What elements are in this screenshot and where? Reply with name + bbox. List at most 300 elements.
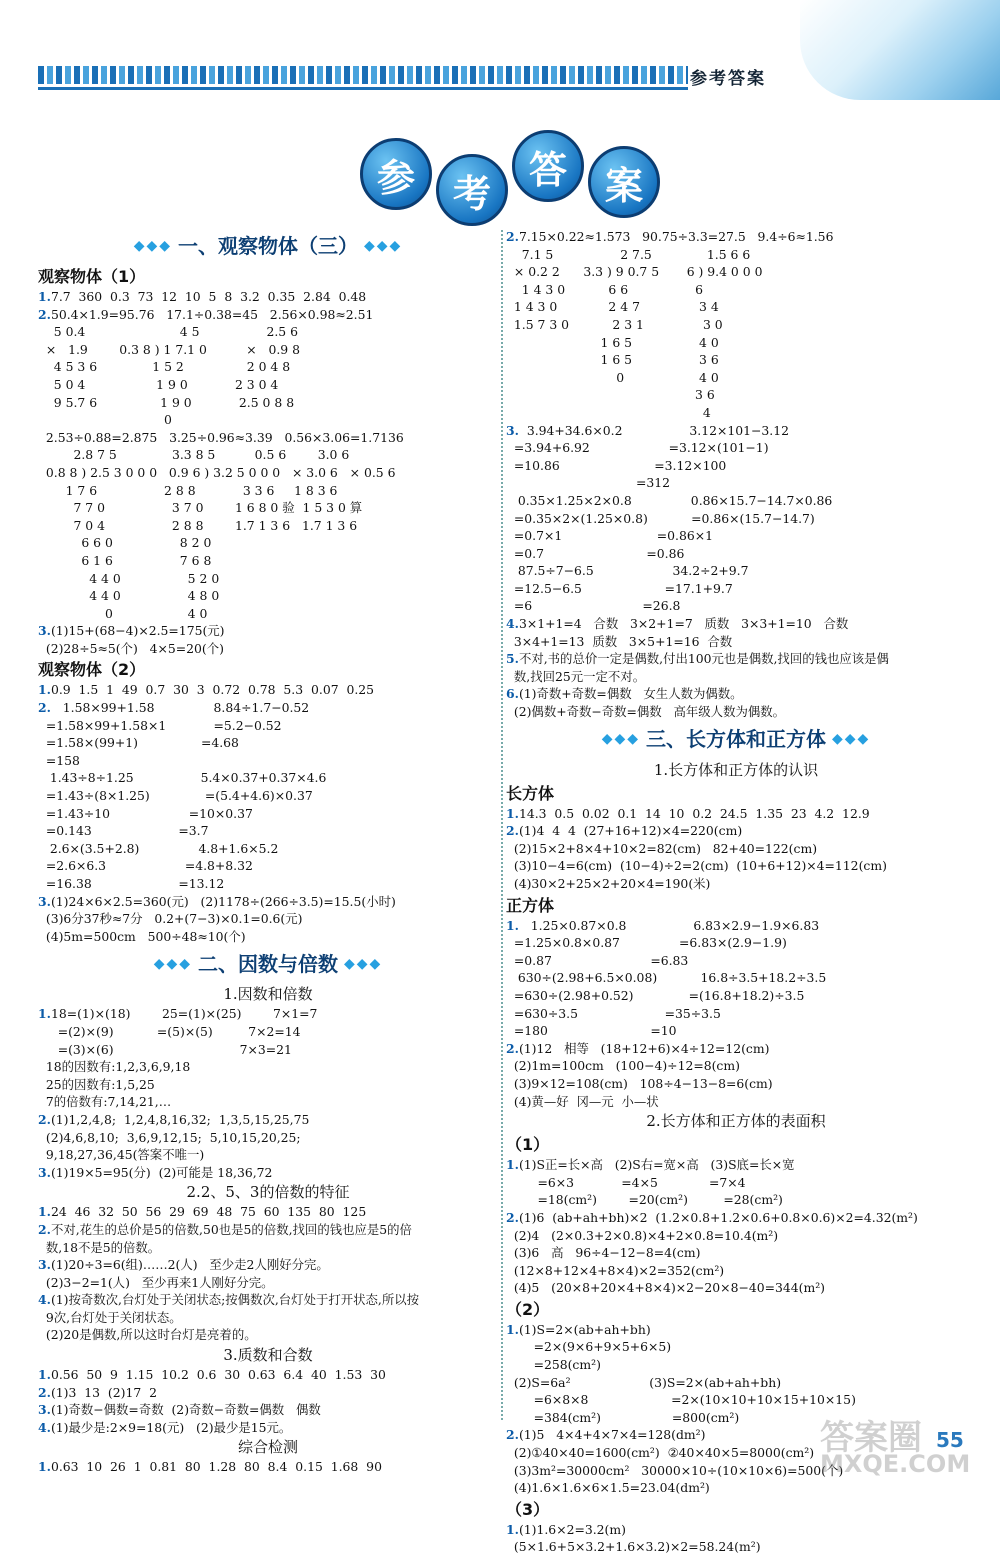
- answer-item: [38, 1221, 498, 1239]
- title-char-2: 考: [436, 154, 508, 226]
- lesson-title: 1.长方体和正方体的认识: [653, 760, 819, 779]
- section-heading-text: 三、长方体和正方体: [646, 726, 826, 751]
- answer-line: [506, 1075, 966, 1093]
- answer-line: [506, 527, 966, 545]
- answer-text: 1.43÷8÷1.25 5.4×0.37+0.37×4.6: [38, 770, 327, 786]
- answer-text: 0.56 50 9 1.15 10.2 0.6 30 0.63 6.4 40 1.53 30: [50, 1367, 386, 1383]
- answer-line: [506, 316, 966, 334]
- answer-text: (1)4 4 4 (27+16+12)×4=220(cm): [518, 823, 743, 839]
- answer-line: [38, 910, 498, 928]
- answer-text: 0 4 0: [506, 369, 719, 385]
- answer-text: 1 7 6 2 8 8 3 3 6 1 8 3 6: [38, 482, 338, 498]
- answer-line: [506, 580, 966, 598]
- answer-line: [506, 1391, 966, 1409]
- question-number: 1.: [506, 917, 519, 933]
- answer-item: [38, 1401, 498, 1419]
- answer-text: (1)S=2×(ab+ah+bh): [518, 1321, 651, 1337]
- answer-item: [38, 1203, 498, 1221]
- answer-text: (1)奇数+奇数=偶数 女生人数为偶数。: [518, 686, 743, 702]
- answer-line: [506, 545, 966, 563]
- answer-line: [506, 840, 966, 858]
- question-number: 1.: [38, 1006, 51, 1022]
- section-heading: [38, 947, 498, 981]
- answer-text: 0.35×1.25×2×0.8 0.86×15.7−14.7×0.86: [506, 492, 833, 508]
- answer-line: [506, 334, 966, 352]
- answer-line: [38, 482, 498, 500]
- answer-line: [506, 1374, 966, 1392]
- answer-text: 9 5.7 6 1 9 0 2.5 0 8 8: [38, 394, 295, 410]
- answer-line: [506, 281, 966, 299]
- answer-text: 不对,花生的总价是5的倍数,50也是5的倍数,找回的钱也应是5的倍: [50, 1221, 412, 1237]
- question-number: 2.: [38, 700, 51, 716]
- answer-text: =312: [506, 475, 671, 491]
- answer-line: [38, 570, 498, 588]
- answer-text: 1.58×99+1.58 8.84÷1.7−0.52: [50, 700, 310, 716]
- section-heading-text: 一、观察物体（三）: [178, 234, 358, 259]
- answer-text: =0.35×2×(1.25×0.8) =0.86×(15.7−14.7): [506, 510, 815, 526]
- answer-line: [506, 952, 966, 970]
- answer-text: 1.25×0.87×0.8 6.83×2.9−1.9×6.83: [518, 917, 820, 933]
- answer-item: [506, 1156, 966, 1174]
- answer-text: (5×1.6+5×3.2+1.6×3.2)×2=58.24(m²): [506, 1539, 761, 1555]
- answer-item: [38, 1366, 498, 1384]
- answer-text: =1.58×(99+1) =4.68: [38, 735, 239, 751]
- question-number: 5.: [506, 651, 519, 667]
- answer-line: [506, 875, 966, 893]
- answer-line: [38, 769, 498, 787]
- question-number: 3.: [38, 1164, 51, 1180]
- left-column: [38, 228, 498, 1476]
- answer-text: 3×1+1=4 合数 3×2+1=7 质数 3×3+1=10 合数: [518, 616, 849, 632]
- answer-text: =12.5−6.5 =17.1+9.7: [506, 580, 733, 596]
- answer-line: [38, 411, 498, 429]
- answer-text: (2)4,6,8,10; 3,6,9,12,15; 5,10,15,20,25;: [38, 1129, 301, 1145]
- answer-line: [506, 369, 966, 387]
- answer-line: [38, 517, 498, 535]
- answer-line: [38, 1076, 498, 1094]
- answer-text: (2)20是偶数,所以这时台灯是亮着的。: [38, 1327, 257, 1343]
- answer-line: [506, 1022, 966, 1040]
- lesson-title: 3.质数和合数: [223, 1346, 313, 1365]
- answer-text: =384(cm²) =800(cm²): [506, 1409, 740, 1425]
- answer-text: (4)黄—好 冈—元 小—状: [506, 1093, 659, 1109]
- answer-line: [38, 928, 498, 946]
- answer-line: [38, 1146, 498, 1164]
- question-number: 1.: [506, 1157, 519, 1173]
- answer-text: =2×(9×6+9×5+6×5): [506, 1339, 672, 1355]
- answer-item: [506, 650, 966, 668]
- answer-line: [506, 597, 966, 615]
- answer-line: [506, 1479, 966, 1497]
- answer-line: [38, 341, 498, 359]
- answer-text: (2)28÷5≈5(个) 4×5=20(个): [38, 640, 224, 656]
- answer-line: [38, 1023, 498, 1041]
- diamond-icon: ◆◆◆: [364, 238, 403, 255]
- answer-line: [38, 499, 498, 517]
- watermark-logo: 答案圈: [820, 1418, 922, 1458]
- diamond-icon: ◆◆◆: [153, 955, 192, 972]
- answer-text: 7的倍数有:7,14,21,…: [38, 1094, 172, 1110]
- answer-text: =0.7 =0.86: [506, 545, 685, 561]
- answer-text: 7.1 5 2 7.5 1.5 6 6: [506, 246, 751, 262]
- answer-line: [38, 1093, 498, 1111]
- subsection-heading: （1）: [506, 1135, 550, 1155]
- answer-text: 2.53÷0.88=2.875 3.25÷0.96≈3.39 0.56×3.06=1.7136: [38, 429, 404, 445]
- answer-text: 4: [506, 404, 711, 420]
- answer-item: [38, 893, 498, 911]
- answer-text: 0.9 1.5 1 49 0.7 30 3 0.72 0.78 5.3 0.07 0.25: [50, 682, 375, 698]
- answer-text: (3)10−4=6(cm) (10−4)÷2=2(cm) (10+6+12)×4=112(cm): [506, 858, 887, 874]
- answer-text: 4 4 0 5 2 0: [38, 570, 220, 586]
- answer-line: [38, 640, 498, 658]
- answer-line: [38, 605, 498, 623]
- answer-text: (1)最少是:2×9=18(元) (2)最少是15元。: [50, 1419, 292, 1435]
- question-number: 2.: [506, 1427, 519, 1443]
- page-number: 55: [936, 1428, 964, 1452]
- answer-text: =0.143 =3.7: [38, 823, 209, 839]
- subsection-heading: 观察物体（2）: [38, 660, 146, 680]
- answer-line: [506, 1356, 966, 1374]
- answer-text: =6×3 =4×5 =7×4: [506, 1174, 746, 1190]
- answer-text: (1)19×5=95(分) (2)可能是 18,36,72: [50, 1164, 273, 1180]
- answer-text: (2)3−2=1(人) 至少再来1人刚好分完。: [38, 1274, 274, 1290]
- question-number: 4.: [38, 1419, 51, 1435]
- answer-item: [506, 422, 966, 440]
- answer-line: [38, 446, 498, 464]
- answer-text: 6 1 6 7 6 8: [38, 552, 212, 568]
- column-divider: [501, 230, 503, 1420]
- title-char-4: 案: [588, 146, 660, 218]
- answer-line: [38, 376, 498, 394]
- answer-line: [506, 562, 966, 580]
- answer-line: [506, 263, 966, 281]
- answer-text: (2)15×2+8×4+10×2=82(cm) 82+40=122(cm): [506, 840, 818, 856]
- answer-line: [506, 969, 966, 987]
- answer-line: [506, 1005, 966, 1023]
- answer-text: =3.94+6.92 =3.12×(101−1): [506, 440, 769, 456]
- answer-line: [38, 552, 498, 570]
- answer-text: 1 6 5 3 6: [506, 352, 719, 368]
- answer-item: [38, 1384, 498, 1402]
- question-number: 1.: [38, 682, 51, 698]
- answer-line: [38, 822, 498, 840]
- answer-line: [506, 703, 966, 721]
- answer-line: [506, 1093, 966, 1111]
- answer-text: (1)24×6×2.5=360(元) (2)1178÷(266÷3.5)=15.5(小时): [50, 893, 396, 909]
- answer-text: 5 0 4 1 9 0 2 3 0 4: [38, 376, 279, 392]
- subsection-heading: 观察物体（1）: [38, 267, 146, 286]
- question-number: 6.: [506, 686, 519, 702]
- question-number: 4.: [38, 1292, 51, 1308]
- answer-text: × 1.9 0.3 8 ) 1 7.1 0 × 0.9 8: [38, 341, 300, 357]
- lesson-title: 1.因数和倍数: [223, 985, 313, 1004]
- answer-text: 3 6: [506, 387, 715, 403]
- section-heading: [38, 230, 498, 264]
- answer-text: =1.43÷10 =10×0.37: [38, 805, 253, 821]
- answer-text: (3)6分37秒≈7分 0.2+(7−3)×0.1=0.6(元): [38, 911, 303, 927]
- answer-text: 18的因数有:1,2,3,6,9,18: [38, 1059, 191, 1075]
- answer-text: 7.15×0.22≈1.573 90.75÷3.3=27.5 9.4÷6≈1.56: [518, 229, 834, 244]
- answer-line: [38, 1239, 498, 1257]
- answer-line: [506, 1057, 966, 1075]
- answer-text: =1.43÷(8×1.25) =(5.4+4.6)×0.37: [38, 788, 313, 804]
- answer-text: (1)1,2,4,8; 1,2,4,8,16,32; 1,3,5,15,25,75: [50, 1111, 310, 1127]
- answer-line: [506, 1227, 966, 1245]
- right-column: [506, 228, 966, 1556]
- answer-line: [506, 1191, 966, 1209]
- answer-text: 1 6 5 4 0: [506, 334, 719, 350]
- question-number: 1.: [38, 1459, 51, 1475]
- answer-line: [506, 1262, 966, 1280]
- answer-text: =158: [38, 752, 80, 768]
- answer-text: 7 7 0 3 7 0 1 6 8 0 验 1 5 3 0 算: [38, 500, 363, 516]
- answer-text: 3.94+34.6×0.2 3.12×101−3.12: [518, 422, 790, 438]
- answer-text: 0.8 8 ) 2.5 3 0 0 0 0.9 6 ) 3.2 5 0 0 0 × 3.0 6 × 0.5 6: [38, 464, 396, 480]
- answer-text: 6 6 0 8 2 0: [38, 535, 212, 551]
- diamond-icon: ◆◆◆: [344, 955, 383, 972]
- section-heading: [506, 723, 966, 757]
- answer-text: =180 =10: [506, 1023, 677, 1039]
- answer-text: =18(cm²) =20(cm²) =28(cm²): [506, 1192, 783, 1208]
- answer-line: [38, 1058, 498, 1076]
- answer-text: 4 5 3 6 1 5 2 2 0 4 8: [38, 359, 291, 375]
- question-number: 2.: [38, 1221, 51, 1237]
- question-number: 2.: [506, 1040, 519, 1056]
- answer-line: [506, 246, 966, 264]
- answer-text: =6×8×8 =2×(10×10+10×15+10×15): [506, 1392, 856, 1408]
- answer-line: [38, 323, 498, 341]
- answer-item: [38, 306, 498, 324]
- answer-line: [506, 1244, 966, 1262]
- answer-text: 18=(1)×(18) 25=(1)×(25) 7×1=7: [50, 1006, 318, 1022]
- answer-item: [38, 1164, 498, 1182]
- question-number: 2.: [38, 1384, 51, 1400]
- answer-text: (4)5m=500cm 500÷48≈10(个): [38, 928, 246, 944]
- question-number: 2.: [38, 1111, 51, 1127]
- answer-item: [38, 1291, 498, 1309]
- answer-text: 7 0 4 2 8 8 1.7 1 3 6 1.7 1 3 6: [38, 517, 358, 533]
- answer-item: [506, 685, 966, 703]
- title-char-3: 答: [512, 130, 584, 202]
- question-number: 1.: [506, 1321, 519, 1337]
- answer-text: (1)奇数−偶数=奇数 (2)奇数−奇数=偶数 偶数: [50, 1402, 321, 1418]
- answer-item: [38, 622, 498, 640]
- answer-line: [38, 840, 498, 858]
- answer-text: =10.86 =3.12×100: [506, 457, 727, 473]
- answer-text: 50.4×1.9=95.76 17.1÷0.38=45 2.56×0.98≈2.51: [50, 306, 374, 322]
- question-number: 3.: [38, 623, 51, 639]
- answer-text: (12×8+12×4+8×4)×2=352(cm²): [506, 1262, 725, 1278]
- answer-text: 4 4 0 4 8 0: [38, 588, 220, 604]
- subsection-heading: （3）: [506, 1499, 550, 1519]
- answer-line: [38, 394, 498, 412]
- answer-text: (2)4 (2×0.3+2×0.8)×4+2×0.8=10.4(m²): [506, 1227, 779, 1243]
- answer-item: [38, 1419, 498, 1437]
- answer-text: 9,18,27,36,45(答案不唯一): [38, 1147, 205, 1163]
- answer-line: [506, 633, 966, 651]
- answer-text: (2)偶数+奇数−奇数=偶数 高年级人数为偶数。: [506, 704, 786, 720]
- answer-line: [506, 492, 966, 510]
- answer-text: 不对,书的总价一定是偶数,付出100元也是偶数,找回的钱也应该是偶: [518, 651, 889, 667]
- answer-line: [506, 457, 966, 475]
- question-number: 3.: [38, 1257, 51, 1273]
- answer-item: [38, 1458, 498, 1476]
- answer-line: [38, 717, 498, 735]
- subsection-heading: 长方体: [506, 783, 555, 803]
- answer-text: (3)3m²=30000cm² 30000×10÷(10×10×6)=500(个): [506, 1462, 844, 1478]
- question-number: 1.: [38, 1204, 51, 1220]
- page-header: [0, 0, 1000, 100]
- answer-line: [506, 351, 966, 369]
- question-number: 1.: [506, 805, 519, 821]
- question-number: 1.: [506, 1521, 519, 1537]
- subsection-heading: （2）: [506, 1299, 550, 1319]
- answer-text: =1.25×0.8×0.87 =6.83×(2.9−1.9): [506, 935, 787, 951]
- header-rule: [38, 87, 688, 90]
- answer-text: 1 4 3 0 6 6 6: [506, 281, 703, 297]
- answer-line: [506, 298, 966, 316]
- answer-line: [38, 857, 498, 875]
- answer-text: =(2)×(9) =(5)×(5) 7×2=14: [38, 1023, 301, 1039]
- answer-text: =16.38 =13.12: [38, 876, 225, 891]
- answer-text: (1)6 (ab+ah+bh)×2 (1.2×0.8+1.2×0.6+0.8×0.6)×2=4.32(m²): [518, 1209, 918, 1225]
- answer-item: [506, 822, 966, 840]
- answer-item: [506, 917, 966, 935]
- question-number: 3.: [38, 1402, 51, 1418]
- answer-text: 2.8 7 5 3.3 8 5 0.5 6 3.0 6: [38, 447, 350, 463]
- answer-text: 2.6×(3.5+2.8) 4.8+1.6×5.2: [38, 840, 279, 856]
- section-heading-text: 二、因数与倍数: [198, 951, 338, 976]
- answer-text: 14.3 0.5 0.02 0.1 14 10 0.2 24.5 1.35 23 4.2 12.9: [518, 805, 870, 821]
- question-number: 2.: [506, 823, 519, 839]
- answer-text: 87.5÷7−6.5 34.2÷2+9.7: [506, 563, 749, 579]
- answer-line: [38, 1274, 498, 1292]
- diamond-icon: ◆◆◆: [601, 730, 640, 747]
- answer-item: [506, 228, 966, 246]
- answer-item: [506, 1321, 966, 1339]
- answer-text: (3)6 高 96÷4−12−8=4(cm): [506, 1245, 701, 1261]
- header-decoration: [800, 0, 1000, 100]
- answer-text: (1)15+(68−4)×2.5=175(元): [50, 623, 225, 639]
- answer-line: [38, 1309, 498, 1327]
- answer-line: [38, 734, 498, 752]
- answer-text: =(3)×(6) 7×3=21: [38, 1041, 292, 1057]
- answer-text: 0: [38, 412, 172, 428]
- answer-line: [38, 1041, 498, 1059]
- answer-text: 3×4+1=13 质数 3×5+1=16 合数: [506, 633, 733, 649]
- answer-line: [38, 587, 498, 605]
- answer-item: [506, 1209, 966, 1227]
- answer-text: 5 0.4 4 5 2.5 6: [38, 324, 298, 340]
- answer-line: [38, 358, 498, 376]
- answer-line: [506, 668, 966, 686]
- answer-line: [506, 934, 966, 952]
- answer-item: [38, 288, 498, 306]
- answer-text: (1)12 相等 (18+12+6)×4÷12=12(cm): [518, 1040, 770, 1056]
- answer-line: [506, 474, 966, 492]
- subsection-heading: 正方体: [506, 895, 555, 915]
- answer-text: 0.63 10 26 1 0.81 80 1.28 80 8.4 0.15 1.68 90: [50, 1459, 382, 1475]
- answer-line: [38, 805, 498, 823]
- answer-item: [38, 1111, 498, 1129]
- answer-item: [506, 1521, 966, 1539]
- answer-line: [38, 752, 498, 770]
- lesson-title: 2.2、5、3的倍数的特征: [186, 1183, 350, 1202]
- answer-item: [38, 1005, 498, 1023]
- answer-item: [506, 1040, 966, 1058]
- answer-text: (4)30×2+25×2+20×4=190(米): [506, 876, 711, 891]
- answer-line: [38, 429, 498, 447]
- answer-line: [38, 875, 498, 893]
- answer-line: [506, 1338, 966, 1356]
- question-number: 4.: [506, 616, 519, 632]
- answer-text: 7.7 360 0.3 73 12 10 5 8 3.2 0.35 2.84 0.48: [50, 289, 367, 304]
- answer-text: =2.6×6.3 =4.8+8.32: [38, 858, 253, 874]
- lesson-title: 综合检测: [237, 1438, 298, 1457]
- question-number: 3.: [506, 422, 519, 438]
- answer-line: [506, 1279, 966, 1297]
- header-pattern-bar: [38, 66, 688, 84]
- title-char-1: 参: [360, 138, 432, 210]
- page-title: [360, 130, 660, 216]
- question-number: 1.: [38, 289, 51, 304]
- answer-line: [506, 1174, 966, 1192]
- answer-text: =1.58×99+1.58×1 =5.2−0.52: [38, 717, 282, 733]
- question-number: 2.: [506, 229, 519, 244]
- answer-text: 630÷(2.98+6.5×0.08) 16.8÷3.5+18.2÷3.5: [506, 970, 827, 986]
- watermark-url: MXQE.COM: [820, 1450, 971, 1478]
- answer-item: [38, 699, 498, 717]
- answer-text: (4)5 (20×8+20×4+8×4)×2−20×8−40=344(m²): [506, 1280, 826, 1296]
- answer-line: [38, 1326, 498, 1344]
- answer-line: [38, 534, 498, 552]
- answer-text: (4)1.6×1.6×6×1.5=23.04(dm²): [506, 1480, 710, 1496]
- answer-line: [506, 404, 966, 422]
- answer-line: [506, 987, 966, 1005]
- answer-text: 25的因数有:1,5,25: [38, 1076, 155, 1092]
- answer-text: 数,找回25元一定不对。: [506, 668, 646, 684]
- answer-text: (1)按奇数次,台灯处于关闭状态;按偶数次,台灯处于打开状态,所以按: [50, 1292, 420, 1308]
- answer-text: =6 =26.8: [506, 598, 681, 614]
- answer-line: [506, 386, 966, 404]
- answer-text: × 0.2 2 3.3 ) 9 0.7 5 6 ) 9.4 0 0 0: [506, 264, 763, 280]
- answer-text: 9次,台灯处于关闭状态。: [38, 1309, 182, 1325]
- diamond-icon: ◆◆◆: [133, 238, 172, 255]
- lesson-title: 2.长方体和正方体的表面积: [646, 1112, 826, 1131]
- answer-text: =0.87 =6.83: [506, 952, 689, 968]
- answer-text: (2)①40×40=1600(cm²) ②40×40×5=8000(cm²): [506, 1445, 815, 1461]
- question-number: 3.: [38, 893, 51, 909]
- answer-text: (1)5 4×4+4×7×4=128(dm²): [518, 1427, 706, 1443]
- answer-text: (1)3 13 (2)17 2: [50, 1384, 157, 1400]
- answer-line: [38, 464, 498, 482]
- answer-line: [506, 1538, 966, 1556]
- answer-text: =0.7×1 =0.86×1: [506, 528, 713, 544]
- answer-item: [38, 681, 498, 699]
- answer-line: [506, 857, 966, 875]
- answer-text: =630÷3.5 =35÷3.5: [506, 1005, 721, 1021]
- answer-text: (1)S正=长×高 (2)S右=宽×高 (3)S底=长×宽: [518, 1157, 795, 1173]
- answer-item: [506, 805, 966, 823]
- answer-text: =630÷(2.98+0.52) =(16.8+18.2)÷3.5: [506, 987, 805, 1003]
- answer-text: (3)9×12=108(cm) 108÷4−13−8=6(cm): [506, 1075, 773, 1091]
- answer-text: 24 46 32 50 56 29 69 48 75 60 135 80 125: [50, 1204, 367, 1220]
- answer-line: [38, 787, 498, 805]
- answer-text: 0 4 0: [38, 605, 208, 621]
- answer-text: (1)20÷3=6(组)……2(人) 至少走2人刚好分完。: [50, 1257, 329, 1273]
- answer-item: [506, 615, 966, 633]
- answer-text: =258(cm²): [506, 1357, 601, 1373]
